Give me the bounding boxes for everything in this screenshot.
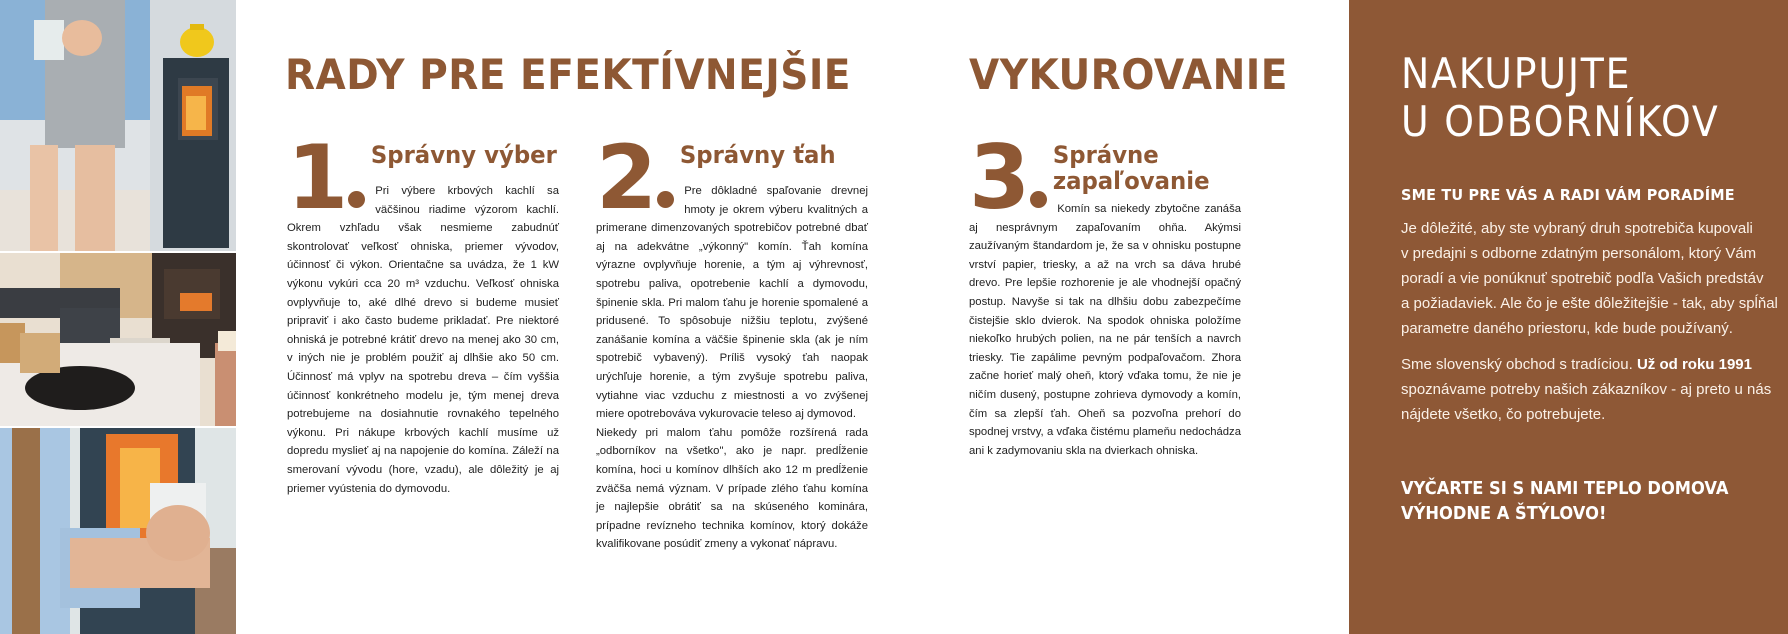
line: Sme slovenský obchod s tradíciou.: [1401, 356, 1637, 373]
photo-strip: [0, 0, 236, 634]
tip-title-line-1: Správne: [1052, 141, 1159, 169]
line: spoznávame potreby našich zákazníkov - aj preto u nás: [1401, 381, 1772, 398]
line: v predajni s odborne zdatným personálom, ktorý Vám: [1401, 245, 1757, 262]
page-title-right: VYKUROVANIE: [969, 50, 1288, 99]
tip-number: 1: [287, 142, 365, 218]
call-to-action: [1401, 477, 1752, 527]
photo-braided-woman-with-cup: [0, 428, 236, 634]
tip-number: 2: [596, 142, 674, 218]
tip-title-line-2: zapaľovanie: [1052, 167, 1210, 195]
tip-body-2: Niekedy pri malom ťahu pomôže rozšírená rada „odborníkov na všetko", ako je napr. predĺženie komína, hoci u komínov dlhších ako 12 m predĺženie zväčša nemá význam. V prípade zlého ťahu komína je najlepšie obrátiť sa na skúseného kominára, prípadne revízneho technika komínov, ktorý dokáže kvalifikovane posúdiť zmeny a vykonať nápravu.: [596, 426, 868, 551]
cta-line-2: VÝHODNE A ŠTÝLOVO!: [1401, 504, 1607, 524]
side-paragraph-1: [1401, 216, 1778, 341]
tip-number: 3: [969, 142, 1047, 218]
tip-title: Správny výber: [370, 141, 557, 169]
line: poradí a vie ponúknuť spotrebič podľa Vašich predstáv: [1401, 270, 1764, 287]
line: a požiadaviek. Ale čo je ešte dôležitejšie - tak, aby spĺňal: [1401, 295, 1778, 312]
tip-title: Správny ťah: [679, 141, 836, 169]
side-subtitle: SME TU PRE VÁS A RADI VÁM PORADÍME: [1401, 186, 1735, 204]
side-title-line-2: U ODBORNÍKOV: [1401, 97, 1720, 146]
side-paragraph-2: [1401, 352, 1778, 427]
tip-2: [596, 126, 868, 554]
line: nájdete všetko, čo potrebujete.: [1401, 406, 1606, 423]
line: parametre daného priestoru, kde bude používaný.: [1401, 320, 1733, 337]
side-panel: [1349, 0, 1788, 634]
tip-1: [287, 126, 559, 498]
tip-body: Komín sa niekedy zbytočne zanáša aj nesprávnym zapaľovaním ohňa. Akýmsi zaužívaným štandardom je, že sa v ohnisku postupne vrství papier, triesky, a až na vrch sa dáva hrubé drevo. Pre lepšie rozhorenie je ale vhodnejší opačný postup. Navyše si tak na dlhšiu dobu zabezpečíme čistejšie sklo dvierok. Na spodok ohniska položíme niekoľko hrubých polien, na ne pár tenších a navrch triesky. Tie zapálime pevným podpaľovačom. Zhora začne horieť malý oheň, ktorý vďaka tomu, že nie je ničím dusený, postupne zohrieva dymovody a komín, čím sa zlepší ťah. Oheň sa pozvoľna prehorí do spodnej vrstvy, a vďaka čistému plameňu nedochádza ani k zadymovaniu skla na dvierkach ohniska.: [969, 203, 1241, 457]
side-title-line-1: NAKUPUJTE: [1401, 49, 1632, 98]
tip-body: Pri výbere krbových kachlí sa väčšinou riadime výzorom kachlí. Okrem vzhľadu však nesmieme zabudnúť skontrolovať veľkosť ohniska, priemer vývodov, účinnosť či výkon. Orientačne sa uvádza, že 1 kW výkonu vykúri cca 20 m³ vzduchu. Veľkosť ohniska ovplyvňuje to, aké dlhé drevo si budeme musieť pripraviť i ako často budeme prikladať. Pre niektoré ohniská je potrebné krátiť drevo na menej ako 30 cm, v iných nie je problém použiť aj dlhšie ako 50 cm. Účinnosť má vplyv na spotrebu dreva – čím vyššia účinnosť konkrétneho modelu je, tým menej dreva potrebujeme na dosiahnutie rovnakého tepelného výkonu. Pri nákupe krbových kachlí musíme už dopredu myslieť aj na napojenie do komína. Záleží na smerovaní vývodu (hore, vzadu), ale dôležitý je aj priemer vyústenia do dymovodu.: [287, 185, 559, 495]
cta-line-1: VYČARTE SI S NAMI TEPLO DOMOVA: [1401, 479, 1729, 499]
photo-woman-with-mug: [0, 0, 236, 251]
tip-3: [969, 126, 1241, 460]
side-title: [1401, 50, 1740, 146]
page-title-left: RADY PRE EFEKTÍVNEJŠIE: [285, 50, 851, 99]
since-1991-highlight: Už od roku 1991: [1636, 356, 1752, 373]
tip-body: Pre dôkladné spaľovanie drevnej hmoty je okrem výberu kvalitných a primerane dimenzovaných spotrebičov potrebné dbať aj na adekvátne „výkonný" komín. Ťah komína výrazne ovplyvňuje horenie, a tým aj výhrevnosť, spotrebu paliva, opotrebenie kachlí a dymovodu, špinenie skla. Pri malom ťahu je horenie spomalené a pridusené. To spôsobuje nižšiu teplotu, zvýšené zanášanie komína a väčšie špinenie skla (ak je ním spotrebič vybavený). Príliš vysoký ťah naopak urýchľuje horenie, a tým zvyšuje spotrebu paliva, vytiahne viac vzduchu z miestnosti a vo zvýšenej miere opotrebováva vykurovacie teleso aj dymovod.: [596, 185, 868, 421]
photo-feet-and-cat: [0, 253, 236, 426]
number-dot: [348, 191, 365, 208]
number-dot: [657, 191, 674, 208]
line: Je dôležité, aby ste vybraný druh spotrebiča kupovali: [1401, 220, 1753, 237]
tip-title: [969, 142, 1227, 194]
